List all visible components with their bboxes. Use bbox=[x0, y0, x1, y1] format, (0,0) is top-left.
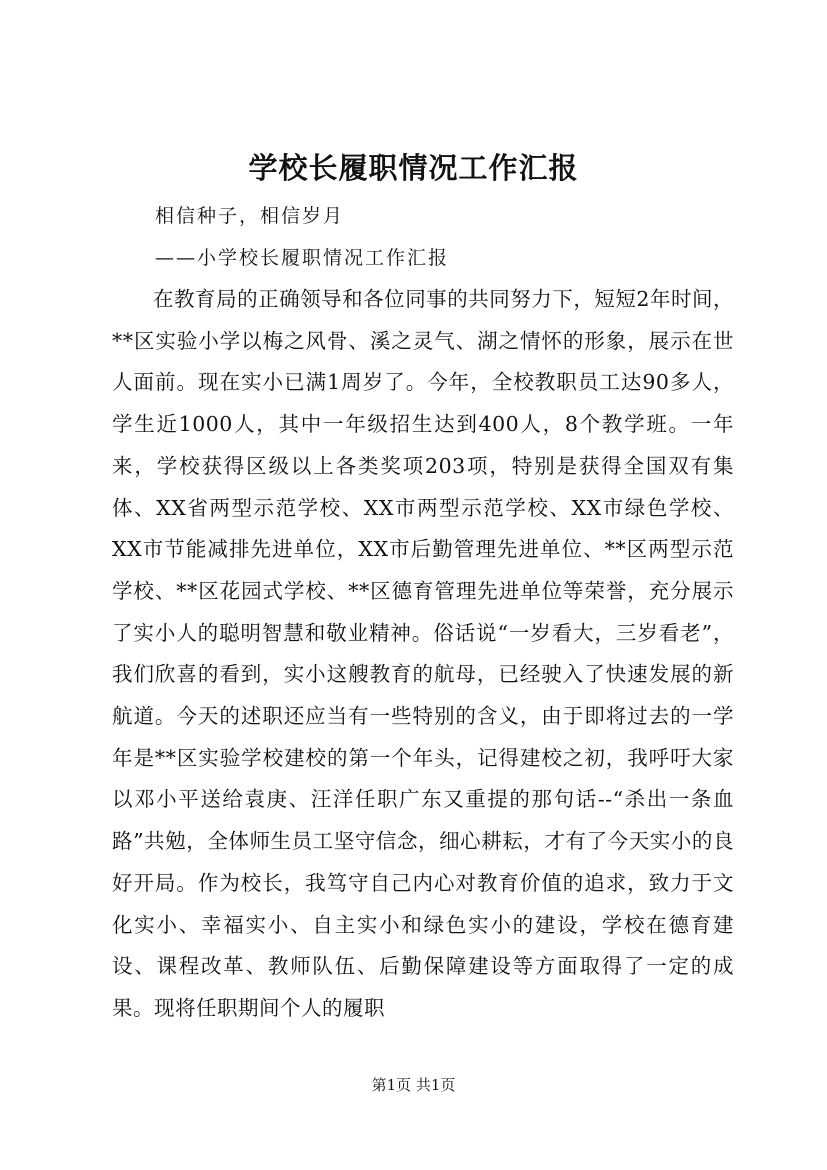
body-paragraph: 在教育局的正确领导和各位同事的共同努力下，短短2年时间，**区实验小学以梅之风骨、溪之灵气、湖之情怀的形象，展示在世人面前。现在实小已满1周岁了。今年，全校教职员工达90多人，学生近1000人，其中一年级招生达到400人，8个教学班。一年来，学校获得区级以上各类奖项203项，特别是获得全国双有集体、XX省两型示范学校、XX市两型示范学校、XX市绿色学校、XX市节能减排先进单位，XX市后勤管理先进单位、**区两型示范学校、**区花园式学校、**区德育管理先进单位等荣誉，充分展示了实小人的聪明智慧和敬业精神。俗话说“一岁看大，三岁看老”，我们欣喜的看到，实小这艘教育的航母，已经驶入了快速发展的新航道。今天的述职还应当有一些特别的含义，由于即将过去的一学年是**区实验学校建校的第一个年头，记得建校之初，我呼吁大家以邓小平送给袁庚、汪洋任职广东又重提的那句话--“杀出一条血路”共勉，全体师生员工坚守信念，细心耕耘，才有了今天实小的良好开局。作为校长，我笃守自己内心对教育价值的追求，致力于文化实小、幸福实小、自主实小和绿色实小的建设，学校在德育建设、课程改革、教师队伍、后勤保障建设等方面取得了一定的成果。现将任职期间个人的履职 bbox=[112, 287, 734, 1020]
subtitle-line-2: ——小学校长履职情况工作汇报 bbox=[155, 247, 450, 269]
subtitle-line-1: 相信种子，相信岁月 bbox=[155, 205, 345, 227]
page-footer: 第1页 共1页 bbox=[371, 1076, 456, 1094]
document-title: 学校长履职情况工作汇报 bbox=[248, 151, 579, 185]
